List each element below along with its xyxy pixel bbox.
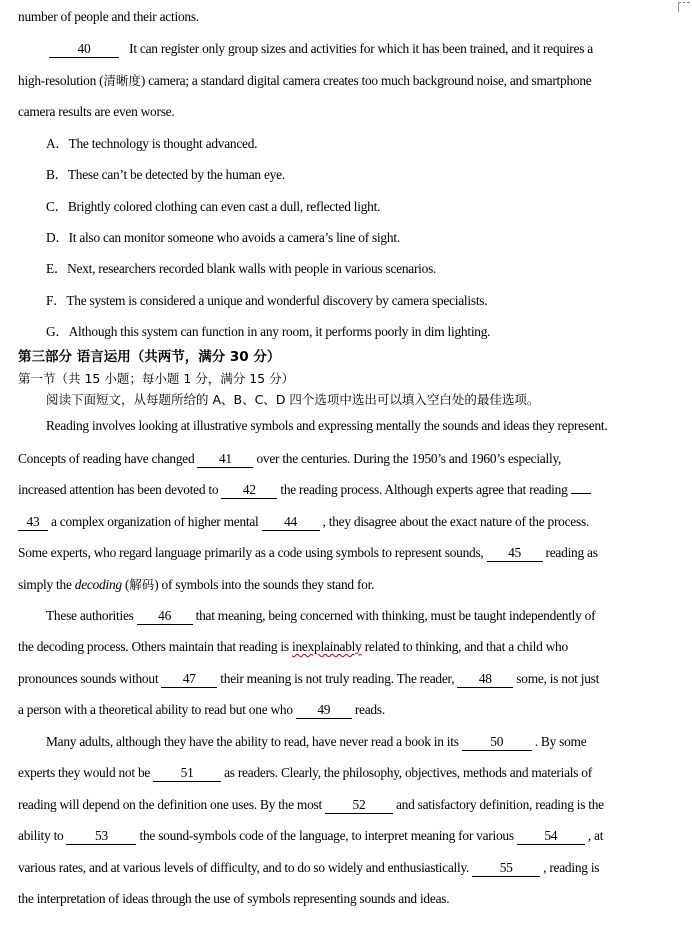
option-letter: D． <box>46 230 69 245</box>
text: and satisfactory definition, reading is the <box>395 797 604 812</box>
text: , at <box>587 828 604 843</box>
passage2-line15 <box>18 859 599 877</box>
text: as readers. Clearly, the philosophy, objectives, methods and materials of <box>224 765 592 780</box>
blank-44: 44 <box>262 514 320 531</box>
text: . By some <box>534 734 587 749</box>
text: Concepts of reading have changed <box>18 451 195 466</box>
blank-47: 47 <box>161 671 217 688</box>
cn-gloss: 解码 <box>129 577 155 592</box>
passage2-line2 <box>18 450 561 468</box>
text: ability to <box>18 828 64 843</box>
passage2-line14 <box>18 827 603 845</box>
passage1-line3: camera results are even worse. <box>18 104 175 119</box>
passage2-line16: the interpretation of ideas through the use of symbols representing sounds and ideas. <box>18 891 450 906</box>
passage2-line9 <box>18 670 599 688</box>
passage1-line2-pre: high-resolution ( <box>18 73 104 88</box>
blank-49: 49 <box>296 702 352 719</box>
blank-43-start <box>571 493 591 494</box>
blank-40: 40 <box>49 41 119 58</box>
text: experts they would not be <box>18 765 151 780</box>
instructions: 阅读下面短文，从每题所给的 A、B、C、D 四个选项中选出可以填入空白处的最佳选项。 <box>46 392 540 407</box>
passage2-line11 <box>46 733 586 751</box>
option-text: It also can monitor someone who avoids a camera’s line of sight. <box>68 230 400 245</box>
option-letter: C． <box>46 199 68 214</box>
passage1-line2-post: ) camera; a standard digital camera creates too much background noise, and smartphone <box>140 73 592 88</box>
passage2-line6: simply the decoding (解码) of symbols into the sounds they stand for. <box>18 577 375 592</box>
option-g <box>46 323 490 341</box>
option-b <box>46 166 285 184</box>
text: of symbols into the sounds they stand for. <box>161 577 375 592</box>
passage2-line4 <box>18 513 589 531</box>
option-letter: E． <box>46 261 68 276</box>
blank-42: 42 <box>221 482 277 499</box>
passage2-line3 <box>18 481 594 499</box>
text: that meaning, being concerned with thinking, must be taught independently of <box>195 608 596 623</box>
passage1-line1-text: It can register only group sizes and activities for which it has been trained, and it requires a <box>129 41 593 56</box>
option-text: Brightly colored clothing can even cast a dull, reflected light. <box>67 199 381 214</box>
option-letter: B． <box>46 167 68 182</box>
section3-heading: 第三部分 语言运用（共两节，满分 30 分） <box>18 349 281 365</box>
text: reads. <box>354 702 385 717</box>
text: , they disagree about the exact nature of the process. <box>322 514 590 529</box>
blank-43: 43 <box>18 514 48 531</box>
top-fragment: number of people and their actions. <box>18 9 199 24</box>
option-e <box>46 260 436 278</box>
passage2-line1: Reading involves looking at illustrative symbols and expressing mentally the sounds and ideas they represent. <box>46 418 608 433</box>
text: the reading process. Although experts agree that reading <box>280 482 568 497</box>
passage1-line1 <box>46 40 593 58</box>
text: related to thinking, and that a child who <box>364 639 568 654</box>
option-a <box>46 135 257 153</box>
text: , reading is <box>543 860 600 875</box>
option-text: The technology is thought advanced. <box>68 136 258 151</box>
passage1-line2-cn: 清晰度 <box>103 73 141 88</box>
text: reading as <box>545 545 598 560</box>
option-letter: F． <box>46 293 67 308</box>
option-letter: A． <box>46 136 69 151</box>
text: the sound-symbols code of the language, to interpret meaning for various <box>139 828 514 843</box>
spellcheck-word: inexplainably <box>291 639 362 654</box>
blank-53: 53 <box>66 828 136 845</box>
text: reading will depend on the definition one uses. By the most <box>18 797 322 812</box>
passage2-line7 <box>46 607 595 625</box>
blank-52: 52 <box>325 797 393 814</box>
blank-55: 55 <box>472 860 540 877</box>
blank-45: 45 <box>487 545 543 562</box>
corner-crop-mark <box>678 0 690 12</box>
passage2-line12 <box>18 764 592 782</box>
text: a complex organization of higher mental <box>51 514 259 529</box>
blank-46: 46 <box>137 608 193 625</box>
blank-41: 41 <box>197 451 253 468</box>
passage2-line10 <box>18 701 385 719</box>
text: a person with a theoretical ability to read but one who <box>18 702 293 717</box>
option-d <box>46 229 400 247</box>
text: their meaning is not truly reading. The reader, <box>220 671 455 686</box>
passage2-line5 <box>18 544 598 562</box>
text: pronounces sounds without <box>18 671 159 686</box>
text: These authorities <box>46 608 134 623</box>
text: the decoding process. Others maintain that reading is <box>18 639 289 654</box>
option-f <box>46 292 487 310</box>
blank-51: 51 <box>153 765 221 782</box>
option-text: Although this system can function in any room, it performs poorly in dim lighting. <box>68 324 491 339</box>
text: Some experts, who regard language primarily as a code using symbols to represent sounds, <box>18 545 484 560</box>
text: simply the <box>18 577 72 592</box>
text: various rates, and at various levels of difficulty, and to do so widely and enthusiastically. <box>18 860 470 875</box>
text: over the centuries. During the 1950’s and 1960’s especially, <box>256 451 562 466</box>
blank-50: 50 <box>462 734 532 751</box>
option-text: These can’t be detected by the human eye. <box>67 167 285 182</box>
text: increased attention has been devoted to <box>18 482 219 497</box>
text: some, is not just <box>516 671 600 686</box>
option-c <box>46 198 380 216</box>
option-text: The system is considered a unique and wonderful discovery by camera specialists. <box>66 293 488 308</box>
passage1-line2 <box>18 72 592 90</box>
passage2-line8 <box>18 638 568 656</box>
text: Many adults, although they have the ability to read, have never read a book in its <box>46 734 459 749</box>
italic-term: decoding <box>74 577 122 592</box>
option-letter: G． <box>46 324 69 339</box>
option-text: Next, researchers recorded blank walls with people in various scenarios. <box>67 261 437 276</box>
section1-heading: 第一节（共 15 小题；每小题 1 分，满分 15 分） <box>18 371 295 386</box>
blank-48: 48 <box>457 671 513 688</box>
blank-54: 54 <box>517 828 585 845</box>
passage2-line13 <box>18 796 604 814</box>
